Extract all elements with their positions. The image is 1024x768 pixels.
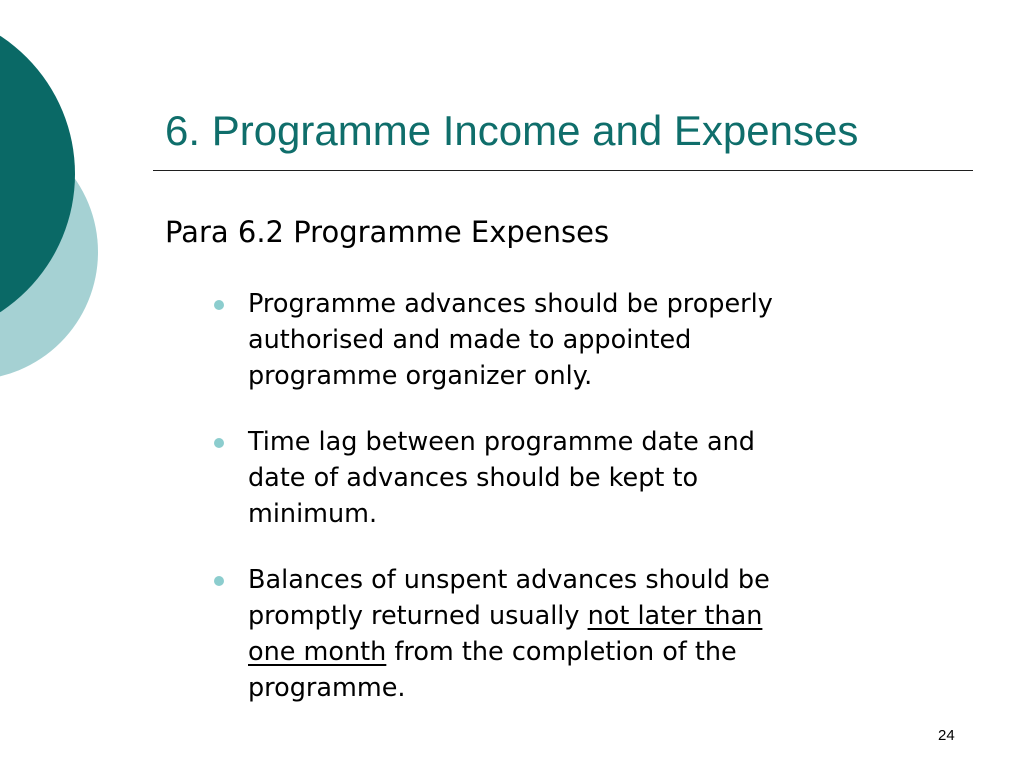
page-number: 24 xyxy=(938,727,955,744)
bullet-text: promptly returned usually xyxy=(248,601,588,631)
section-subheading: Para 6.2 Programme Expenses xyxy=(165,215,610,249)
bullet-line: Balances of unspent advances should be xyxy=(248,565,770,595)
bullet-line: Programme advances should be properly xyxy=(248,289,773,319)
bullet-list xyxy=(214,286,894,706)
bullet-line: programme organizer only. xyxy=(248,361,593,391)
decorative-circles xyxy=(0,0,110,420)
bullet-line xyxy=(248,634,894,670)
bullet-line: minimum. xyxy=(248,499,378,529)
bullet-line: Time lag between programme date and xyxy=(248,427,755,457)
bullet-item-advances-authorisation xyxy=(214,286,894,394)
title-divider xyxy=(153,170,973,171)
bullet-text: from the completion of the xyxy=(386,637,737,667)
underlined-text: not later than xyxy=(587,601,763,631)
bullet-line: authorised and made to appointed xyxy=(248,325,692,355)
bullet-item-time-lag xyxy=(214,424,894,532)
bullet-dot-icon xyxy=(214,576,224,586)
bullet-line: date of advances should be kept to xyxy=(248,463,699,493)
slide-title: 6. Programme Income and Expenses xyxy=(165,107,859,154)
bullet-item-unspent-balances xyxy=(214,562,894,706)
bullet-line xyxy=(248,598,894,634)
bullet-line: programme. xyxy=(248,673,406,703)
bullet-dot-icon xyxy=(214,438,224,448)
bullet-dot-icon xyxy=(214,300,224,310)
underlined-text: one month xyxy=(248,637,387,667)
